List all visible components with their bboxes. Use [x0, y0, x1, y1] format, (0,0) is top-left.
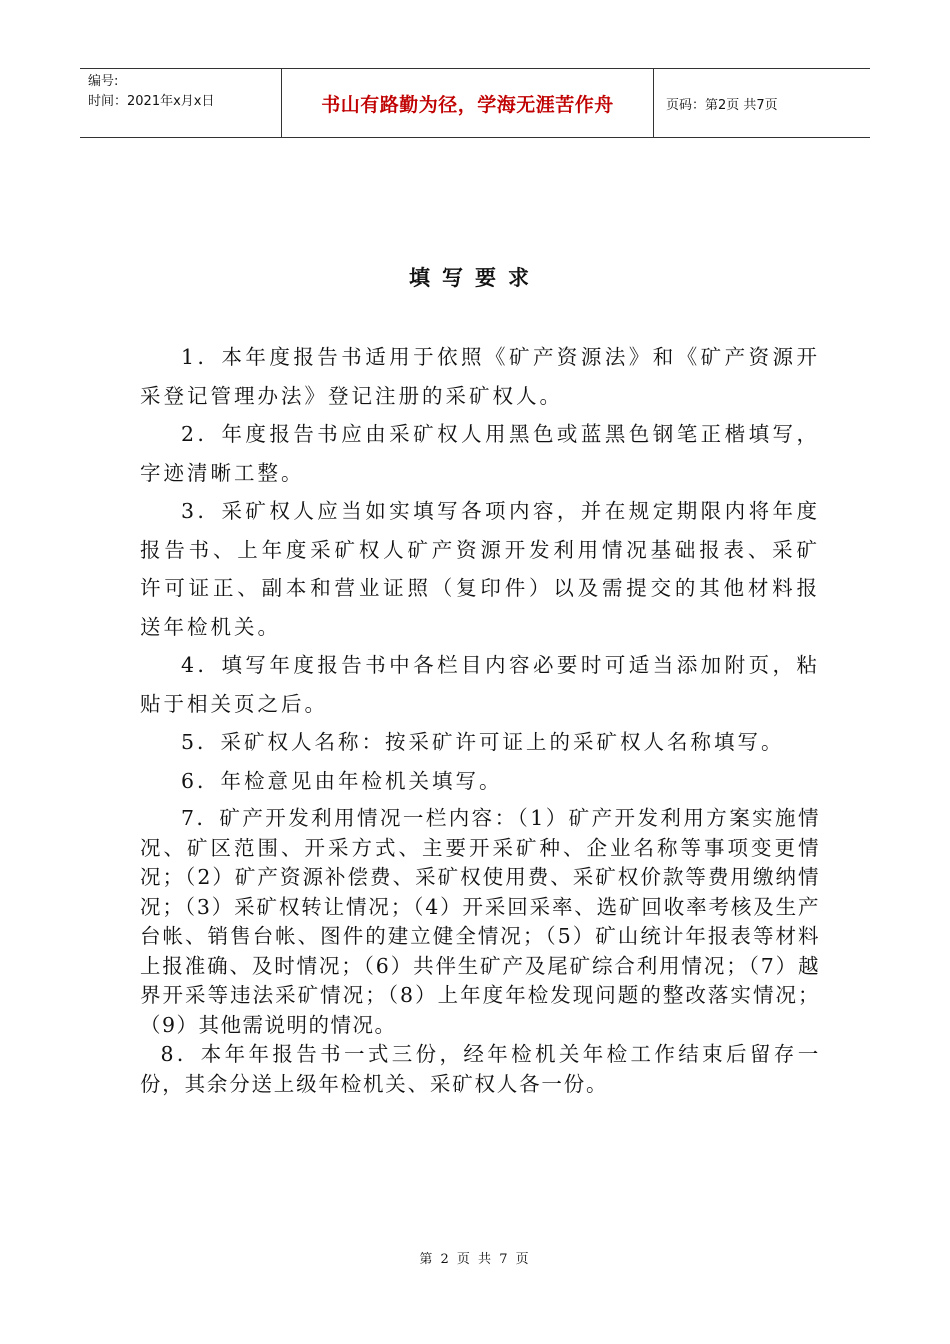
header-motto-cell — [282, 69, 654, 137]
requirements-body — [140, 338, 820, 1099]
requirement-paragraph: 4．填写年度报告书中各栏目内容必要时可适当添加附页，粘贴于相关页之后。 — [140, 653, 820, 716]
motto-text: 书山有路勤为径，学海无涯苦作舟 — [321, 93, 614, 116]
page-footer: 第 2 页 共 7 页 — [419, 1252, 531, 1267]
requirement-paragraph: 6．年检意见由年检机关填写。 — [181, 768, 503, 793]
page-title: 填写要求 — [409, 266, 541, 290]
document-header — [80, 68, 870, 138]
header-left-cell — [80, 69, 282, 137]
requirement-paragraph: 2．年度报告书应由采矿权人用黑色或蓝黑色钢笔正楷填写，字迹清晰工整。 — [140, 422, 820, 485]
header-page-cell — [654, 69, 870, 137]
requirement-paragraph: 8．本年年报告书一式三份，经年检机关年检工作结束后留存一份，其余分送上级年检机关、采矿权人各一份。 — [140, 1042, 820, 1096]
requirement-paragraph: 3．采矿权人应当如实填写各项内容，并在规定期限内将年度报告书、上年度采矿权人矿产资源开发利用情况基础报表、采矿许可证正、副本和营业证照（复印件）以及需提交的其他材料报送年检机关。 — [140, 499, 820, 639]
page-label: 页码：第2页 共7页 — [666, 97, 778, 113]
number-label: 编号: — [88, 74, 119, 89]
time-label: 时间：2021年x月x日 — [88, 94, 215, 109]
requirement-paragraph: 1．本年度报告书适用于依照《矿产资源法》和《矿产资源开采登记管理办法》登记注册的采矿权人。 — [140, 345, 820, 408]
requirement-paragraph: 5．采矿权人名称：按采矿许可证上的采矿权人名称填写。 — [181, 730, 785, 754]
requirement-paragraph: 7．矿产开发利用情况一栏内容：（1）矿产开发利用方案实施情况、矿区范围、开采方式、主要开采矿种、企业名称等事项变更情况；（2）矿产资源补偿费、采矿权使用费、采矿权价款等费用缴纳情况；（3）采矿权转让情况；（4）开采回采率、选矿回收率考核及生产台帐、销售台帐、图件的建立健全情况；（5）矿山统计年报表等材料上报准确、及时情况；（6）共伴生矿产及尾矿综合利用情况；（7）越界开采等违法采矿情况；（8）上年度年检发现问题的整改落实情况；（9）其他需说明的情况。 — [140, 806, 820, 1037]
